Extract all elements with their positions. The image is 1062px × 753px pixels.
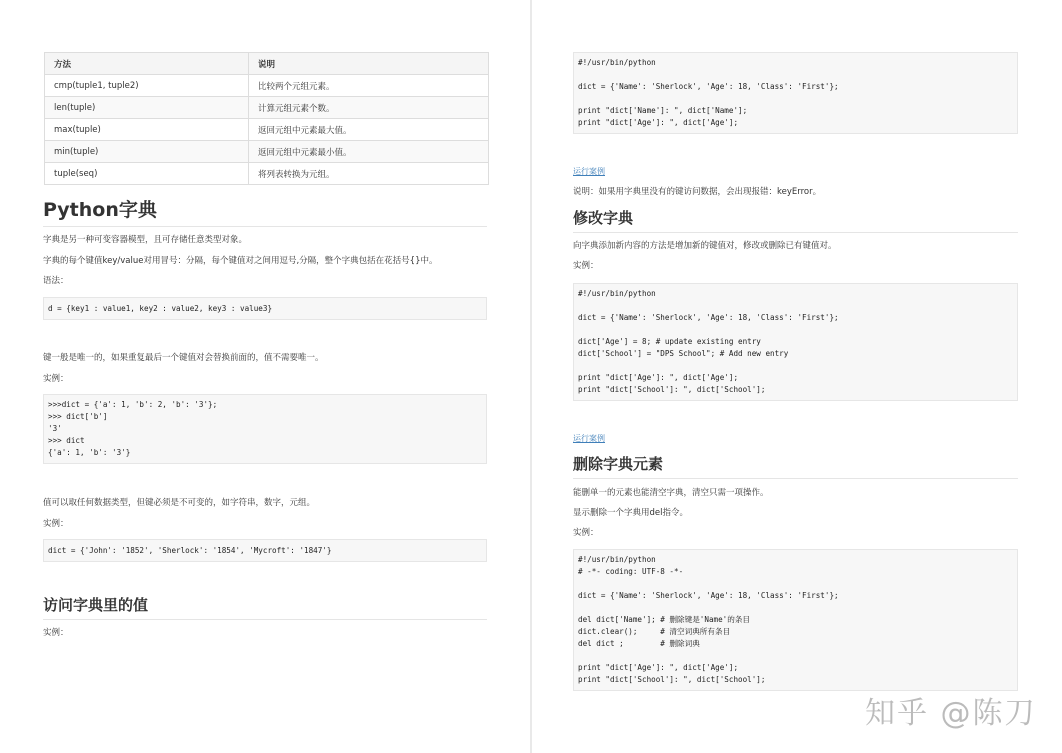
- paragraph: 实例：: [573, 261, 599, 271]
- table-cell: 计算元组元素个数。: [249, 97, 489, 119]
- table-row: [45, 75, 489, 97]
- table-cell: len(tuple): [45, 97, 249, 119]
- paragraph: 显示删除一个字典用del指令。: [573, 508, 688, 518]
- code-block-delete: #!/usr/bin/python # -*- coding: UTF-8 -*- dict = {'Name': 'Sherlock', 'Age': 18, 'Class': 'First'}; del dict['Name']; # 删除键是'Name'的条目 dict.clear(); # 清空词典所有条目 del dict ; # 删除词典 print "dict['Age']: ", dict['Age']; print "dict['School']: ", dict['School'];: [573, 549, 1018, 691]
- code-block-dict: dict = {'John': '1852', 'Sherlock': '1854', 'Mycroft': '1847'}: [43, 539, 487, 562]
- code-block-syntax: d = {key1 : value1, key2 : value2, key3 : value3}: [43, 297, 487, 320]
- paragraph: 说明：如果用字典里没有的键访问数据，会出现报错：keyError。: [573, 187, 822, 197]
- paragraph: 字典是另一种可变容器模型，且可存储任意类型对象。: [43, 235, 248, 245]
- paragraph: 向字典添加新内容的方法是增加新的键值对，修改或删除已有键值对。: [573, 241, 837, 251]
- run-example-link[interactable]: 运行案例: [573, 167, 605, 176]
- tuple-methods-table: [44, 52, 489, 185]
- table-cell: 将列表转换为元组。: [249, 163, 489, 185]
- paragraph: 实例：: [43, 628, 69, 638]
- right-page: [532, 0, 1062, 753]
- table-row: [45, 141, 489, 163]
- paragraph: 字典的每个键值key/value对用冒号：分隔，每个键值对之间用逗号,分隔，整个字典包括在花括号{}中。: [43, 256, 438, 266]
- table-row: [45, 119, 489, 141]
- paragraph: 实例：: [43, 374, 69, 384]
- table-cell: 返回元组中元素最小值。: [249, 141, 489, 163]
- paragraph: 键一般是唯一的，如果重复最后一个键值对会替换前面的，值不需要唯一。: [43, 353, 324, 363]
- table-cell: cmp(tuple1, tuple2): [45, 75, 249, 97]
- heading-python-dict: Python字典: [43, 195, 487, 227]
- heading-access-dict: 访问字典里的值: [43, 594, 487, 620]
- code-block-modify: #!/usr/bin/python dict = {'Name': 'Sherlock', 'Age': 18, 'Class': 'First'}; dict['Age'] = 8; # update existing entry dict['School'] = "DPS School"; # Add new entry print "dict['Age']: ", dict['Age']; print "dict['School']: ", dict['School'];: [573, 283, 1018, 401]
- code-block-example: >>>dict = {'a': 1, 'b': 2, 'b': '3'}; >>> dict['b'] '3' >>> dict {'a': 1, 'b': '3'}: [43, 394, 487, 464]
- code-block-access: #!/usr/bin/python dict = {'Name': 'Sherlock', 'Age': 18, 'Class': 'First'}; print "dict['Name']: ", dict['Name']; print "dict['Age']: ", dict['Age'];: [573, 52, 1018, 134]
- heading-modify-dict: 修改字典: [573, 207, 1018, 233]
- paragraph: 能删单一的元素也能清空字典，清空只需一项操作。: [573, 488, 769, 498]
- paragraph: 实例：: [43, 519, 69, 529]
- left-page: [0, 0, 530, 753]
- table-header-desc: 说明: [249, 53, 489, 75]
- table-cell: max(tuple): [45, 119, 249, 141]
- paragraph: 语法：: [43, 276, 69, 286]
- table-cell: 返回元组中元素最大值。: [249, 119, 489, 141]
- table-header-method: 方法: [45, 53, 249, 75]
- paragraph: 实例：: [573, 528, 599, 538]
- table-cell: tuple(seq): [45, 163, 249, 185]
- run-example-link[interactable]: 运行案例: [573, 434, 605, 443]
- table-row: [45, 163, 489, 185]
- watermark: 知乎 @陈刀: [865, 696, 1037, 731]
- heading-delete-dict: 删除字典元素: [573, 453, 1018, 479]
- paragraph: 值可以取任何数据类型，但键必须是不可变的，如字符串，数字，元组。: [43, 498, 316, 508]
- table-cell: 比较两个元组元素。: [249, 75, 489, 97]
- table-header-row: [45, 53, 489, 75]
- table-row: [45, 97, 489, 119]
- table-cell: min(tuple): [45, 141, 249, 163]
